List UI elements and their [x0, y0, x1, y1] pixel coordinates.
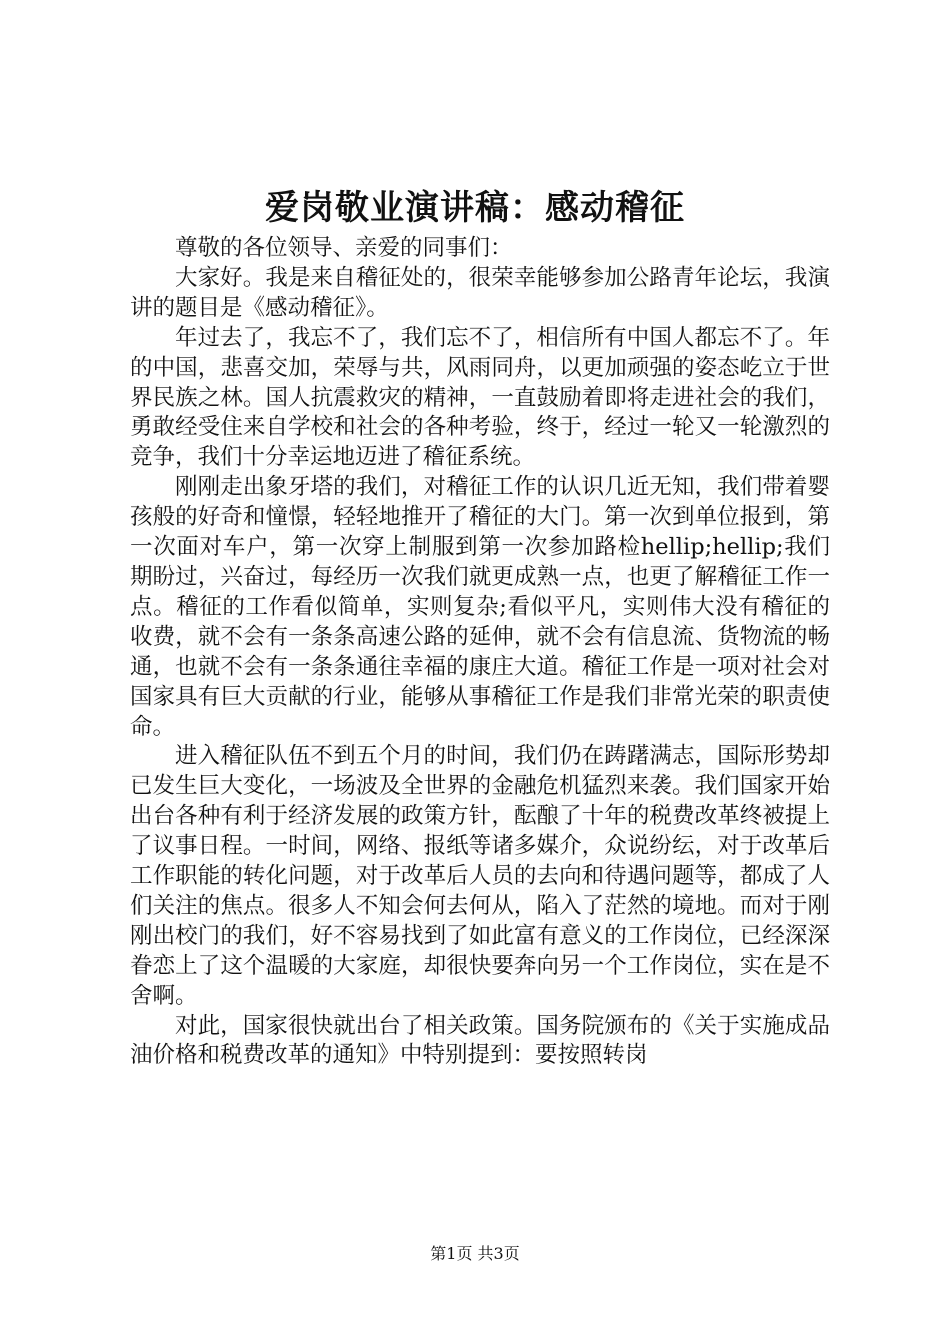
paragraph-reform: 进入稽征队伍不到五个月的时间，我们仍在踌躇满志，国际形势却已发生巨大变化，一场波及全世界的金融危机猛烈来袭。我们国家开始出台各种有利于经济发展的政策方针，酝酿了十年的税费改革终被提上了议事日程。一时间，网络、报纸等诸多媒介，众说纷纭，对于改革后工作职能的转化问题，对于改革后人员的去向和待遇问题等，都成了人们关注的焦点。很多人不知会何去何从，陷入了茫然的境地。而对于刚刚出校门的我们，好不容易找到了如此富有意义的工作岗位，已经深深眷恋上了这个温暖的大家庭，却很快要奔向另一个工作岗位，实在是不舍啊。	[130, 743, 830, 1009]
page-number-footer: 第1页 共3页	[430, 1244, 520, 1263]
paragraph-year: 年过去了，我忘不了，我们忘不了，相信所有中国人都忘不了。年的中国，悲喜交加，荣辱与共，风雨同舟，以更加顽强的姿态屹立于世界民族之林。国人抗震救灾的精神，一直鼓励着即将走进社会的我们，勇敢经受住来自学校和社会的各种考验，终于，经过一轮又一轮激烈的竞争，我们十分幸运地迈进了稽征系统。	[130, 324, 830, 471]
document-body	[130, 234, 830, 1071]
paragraph-intro: 大家好。我是来自稽征处的，很荣幸能够参加公路青年论坛，我演讲的题目是《感动稽征》。	[130, 264, 830, 321]
paragraph-policy: 对此，国家很快就出台了相关政策。国务院颁布的《关于实施成品油价格和税费改革的通知》中特别提到：要按照转岗	[130, 1012, 830, 1069]
paragraph-greeting: 尊敬的各位领导、亲爱的同事们：	[175, 235, 513, 261]
document-title: 爱岗敬业演讲稿：感动稽征	[265, 188, 685, 228]
paragraph-ivory-tower: 刚刚走出象牙塔的我们，对稽征工作的认识几近无知，我们带着婴孩般的好奇和憧憬，轻轻地推开了稽征的大门。第一次到单位报到，第一次面对车户，第一次穿上制服到第一次参加路检hellip;hellip;我们期盼过，兴奋过，每经历一次我们就更成熟一点，也更了解稽征工作一点。稽征的工作看似简单，实则复杂;看似平凡，实则伟大没有稽征的收费，就不会有一条条高速公路的延伸，就不会有信息流、货物流的畅通，也就不会有一条条通往幸福的康庄大道。稽征工作是一项对社会对国家具有巨大贡献的行业，能够从事稽征工作是我们非常光荣的职责使命。	[130, 474, 830, 740]
